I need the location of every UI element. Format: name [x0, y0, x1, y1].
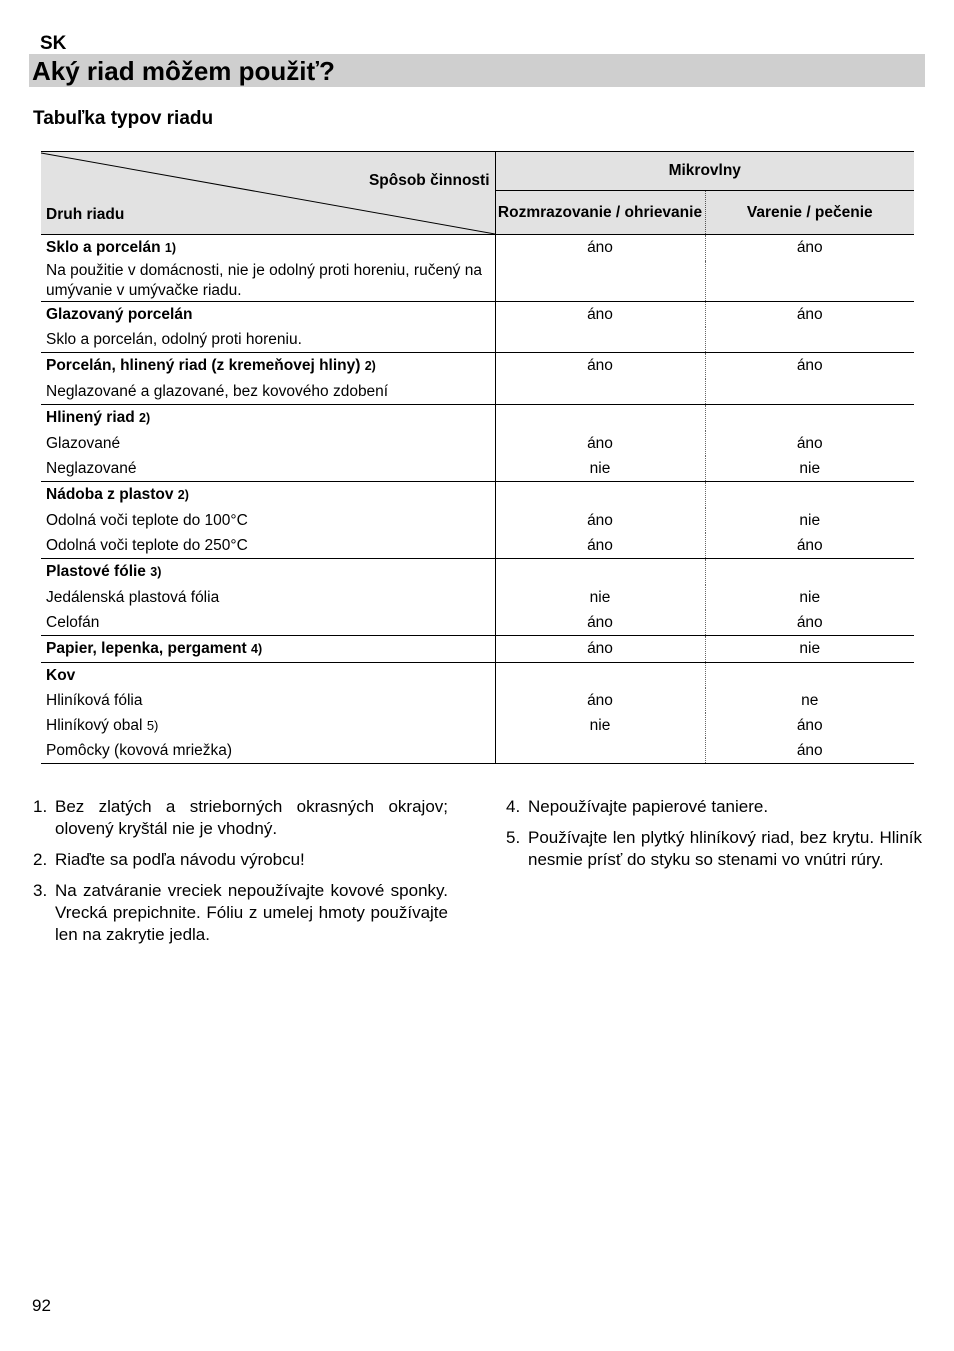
section-subtitle: Tabuľka typov riadu [33, 108, 214, 129]
table-cell: nie [705, 636, 914, 663]
table-cell: nie [799, 512, 821, 529]
table-cell: áno [495, 636, 705, 663]
table-cell [495, 738, 705, 764]
table-cell: áno [495, 688, 705, 713]
table-row-label: Glazovaný porcelán [41, 302, 495, 328]
footnote-item: 5. Používajte len plytký hliníkový riad, bez krytu. Hliník nesmie prísť do styku so stenami vo vnútri rúry. [506, 828, 922, 869]
table-row-description: Neglazované a glazované, bez kovového zdobení [41, 379, 495, 405]
table-cell: áno [796, 717, 823, 734]
table-cell: áno [796, 357, 823, 374]
header-microwave: Mikrovlny [495, 152, 914, 191]
table-group [41, 663, 914, 764]
footnote-item: 3. Na zatváranie vreciek nepoužívajte kovové sponky. Vrecká prepichnite. Fóliu z umelej hmoty používajte len na zakrytie jedla. [33, 881, 448, 944]
table-row-label: Nádoba z plastov 2) [41, 482, 495, 509]
table-group [41, 482, 914, 559]
table-row-label: Hlinený riad 2) [41, 405, 495, 432]
language-code: SK [40, 33, 67, 54]
footnote-item: 4. Nepoužívajte papierové taniere. [506, 797, 769, 816]
footnote-item: 2. Riaďte sa podľa návodu výrobcu! [33, 850, 305, 869]
table-row-label: Neglazované [41, 456, 495, 482]
table-row-label: Celofán [41, 610, 495, 636]
table-cell: nie [495, 713, 705, 738]
header-defrost-reheat: Rozmrazovanie / ohrievanie [495, 191, 705, 235]
table-cell: áno [705, 738, 914, 764]
table-row-label: Odolná voči teplote do 100°C [41, 508, 495, 533]
cookware-table [41, 151, 914, 764]
table-row-description: Na použitie v domácnosti, nie je odolný proti horeniu, ručený na umývanie v umývačke riadu. [41, 261, 495, 302]
table-cell: áno [705, 533, 914, 559]
table-cell: áno [495, 302, 705, 328]
table-cell: áno [796, 239, 823, 256]
title-bar [29, 54, 925, 87]
table-row-label: Pomôcky (kovová mriežka) [41, 738, 495, 764]
header-activity-label: Spôsob činnosti [368, 172, 490, 189]
table-row-label: Hliníková fólia [41, 688, 495, 713]
header-cookware-label: Druh riadu [46, 206, 125, 223]
table-cell: áno [495, 431, 705, 456]
table-row-label: Odolná voči teplote do 250°C [41, 533, 495, 559]
table-cell: nie [495, 585, 705, 610]
table-row-label: Plastové fólie 3) [41, 559, 495, 586]
table-cell: áno [796, 435, 823, 452]
page-number: 92 [32, 1296, 51, 1315]
header-diagonal-cell [41, 152, 495, 235]
table-group [41, 636, 914, 663]
table-group [41, 353, 914, 405]
table-group [41, 302, 914, 353]
table-row-label: Glazované [41, 431, 495, 456]
table-cell: áno [495, 353, 705, 380]
table-cell: nie [495, 456, 705, 482]
table-row-label: Porcelán, hlinený riad (z kremeňovej hliny) 2) [41, 353, 495, 380]
header-cook-bake: Varenie / pečenie [705, 191, 914, 235]
table-group [41, 559, 914, 636]
table-group [41, 405, 914, 482]
table-cell: ne [801, 692, 819, 709]
table-cell: nie [705, 456, 914, 482]
table-cell: áno [495, 508, 705, 533]
table-row-label: Sklo a porcelán 1) [41, 235, 495, 262]
table-cell: áno [705, 610, 914, 636]
table-cell: áno [495, 533, 705, 559]
table-cell: áno [796, 306, 823, 323]
table-cell: áno [495, 235, 705, 262]
footnote-item: 1. Bez zlatých a strieborných okrasných okrajov; olovený kryštál nie je vhodný. [33, 797, 448, 838]
table-row-label: Papier, lepenka, pergament 4) [41, 636, 495, 663]
table-group [41, 235, 914, 302]
table-row-description: Sklo a porcelán, odolný proti horeniu. [41, 327, 495, 353]
footnotes-left [33, 796, 448, 955]
page-title: Aký riad môžem použiť? [32, 56, 335, 86]
table-row-label: Hliníkový obal 5) [41, 713, 495, 738]
table-row-label: Jedálenská plastová fólia [41, 585, 495, 610]
footnotes-right [506, 796, 922, 880]
table-cell: nie [799, 589, 821, 606]
table-row-label: Kov [41, 663, 495, 689]
table-cell: áno [495, 610, 705, 636]
